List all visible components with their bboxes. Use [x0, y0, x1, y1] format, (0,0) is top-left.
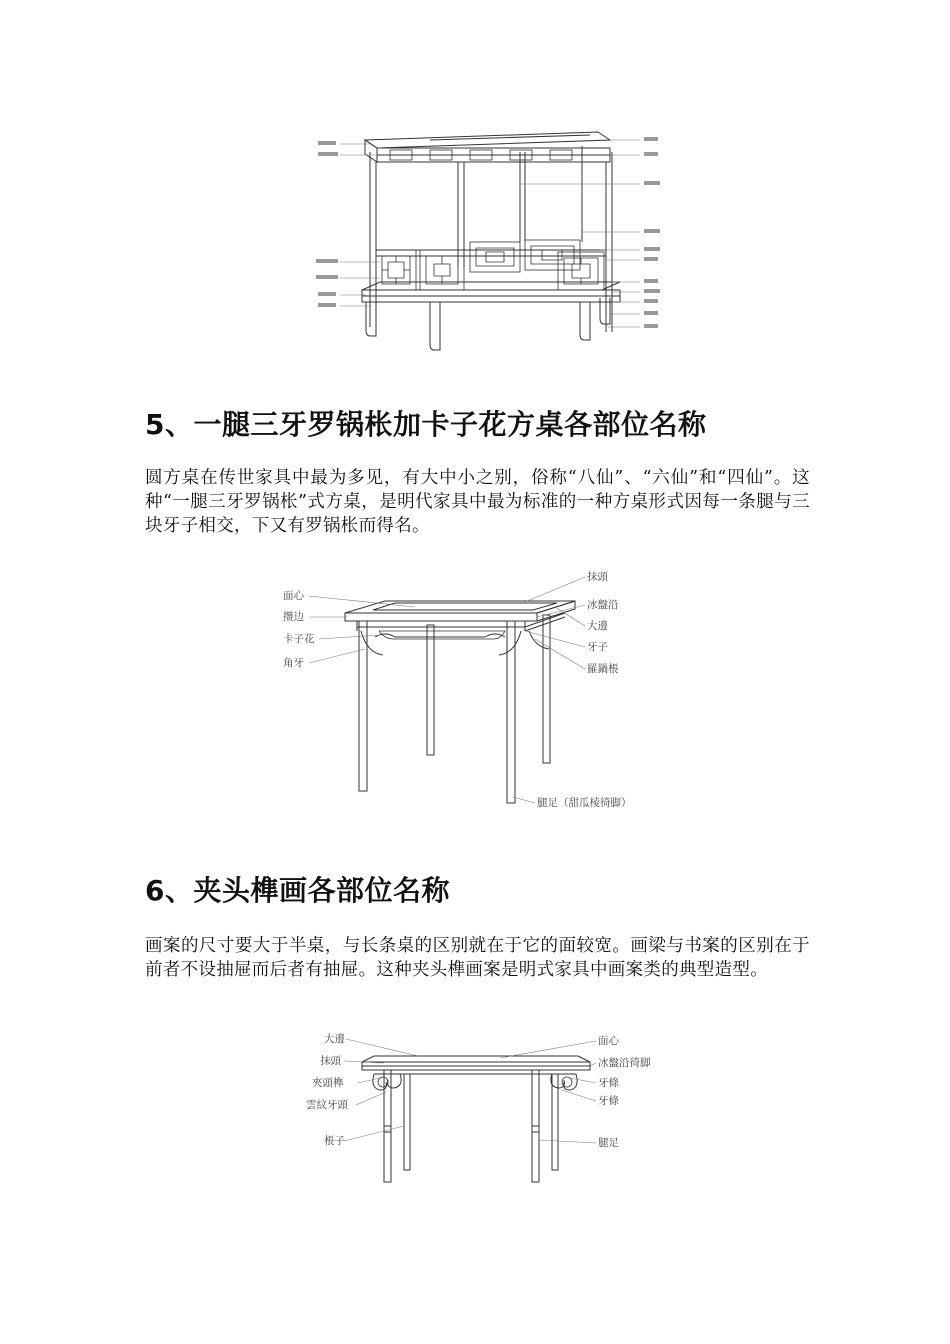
label-dabian: 大邊	[587, 620, 608, 632]
square-table-diagram	[275, 565, 675, 815]
label-jiatousun: 夾頭榫	[312, 1077, 344, 1089]
label-chengzi: 棖子	[324, 1135, 345, 1147]
section-6-heading: 6、夹头榫画各部位名称	[145, 874, 450, 907]
label-bingpanyanjiaojiao: 冰盤沿徛脚	[598, 1057, 651, 1069]
label-yazi: 牙子	[587, 641, 608, 653]
label-yatiao-2: 牙條	[598, 1095, 619, 1107]
label-mianxin-3: 面心	[598, 1035, 619, 1047]
canopy-bed-diagram	[310, 122, 660, 372]
label-tuizu-3: 腿足	[598, 1137, 619, 1149]
section-5-heading: 5、一腿三牙罗锅枨加卡子花方桌各部位名称	[145, 408, 707, 441]
section-6-paragraph: 画案的尺寸要大于半桌，与长条桌的区别就在于它的面较宽。画梁与书案的区别在于前者不设抽屉而后者有抽屉。这种夹头榫画案是明式家具中画案类的典型造型。	[145, 936, 810, 980]
label-bingpanyan: 冰盤沿	[587, 599, 619, 611]
label-kazihua: 卡子花	[283, 633, 315, 645]
label-jiaoya: 角牙	[283, 657, 304, 669]
label-motou-3: 抹頭	[320, 1055, 341, 1067]
label-yunwenyatou: 雲紋牙頭	[306, 1099, 348, 1111]
label-tuizu: 腿足（甜瓜棱徛脚）	[537, 797, 632, 809]
section-5-paragraph: 圆方桌在传世家具中最为多见，有大中小之别，俗称“八仙”、“六仙”和“四仙”。这种“一腿三牙罗锅枨”式方桌，是明代家具中最为标准的一种方桌形式因每一条腿与三块牙子相交，下又有罗锅枨而得名。	[145, 468, 810, 536]
label-yatiao-1: 牙條	[598, 1077, 619, 1089]
label-motou: 抹頭	[587, 571, 608, 583]
label-mianxin: 面心	[283, 590, 304, 602]
label-dabian-3: 大邊	[324, 1033, 345, 1045]
label-zanbian: 攒边	[283, 611, 304, 623]
painting-table-diagram	[300, 1030, 660, 1195]
label-luoguocheng: 羅鍋棖	[587, 663, 619, 675]
